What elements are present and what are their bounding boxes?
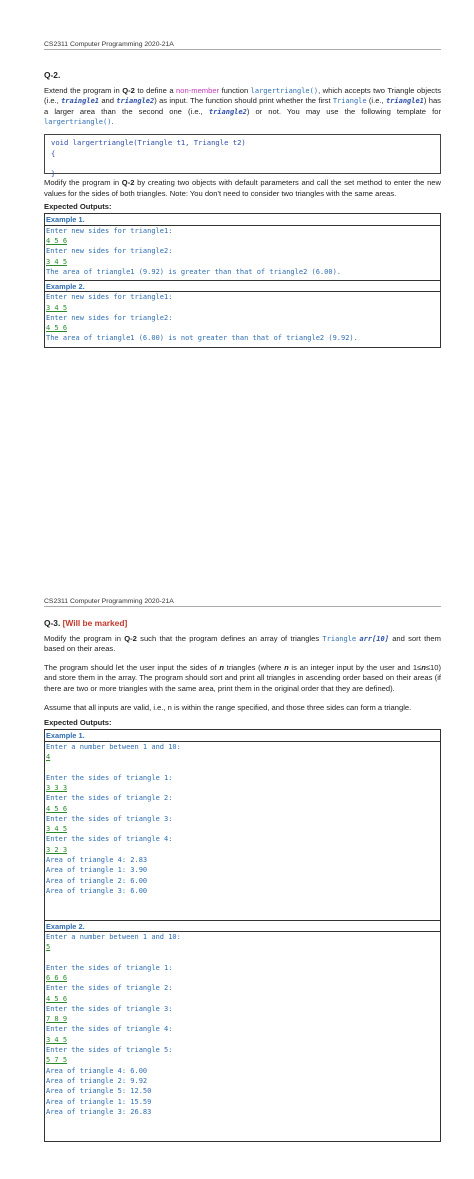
example-label: Example 1. [45, 214, 440, 226]
code-line: { [51, 149, 56, 159]
user-input-line: 3 4 5 [46, 303, 68, 312]
console-output-line [46, 952, 439, 962]
console-output-line [46, 762, 439, 772]
console-output-line: Area of triangle 5: 12.50 [46, 1087, 152, 1096]
example-output [45, 292, 440, 346]
user-input-line: 3 2 3 [46, 845, 68, 854]
user-input-line: 3 4 5 [46, 257, 68, 266]
example-output [45, 226, 440, 280]
console-output-line [46, 1127, 439, 1137]
page-2 [44, 597, 441, 1142]
user-input-line: 6 6 6 [46, 973, 68, 982]
console-output-line: Enter the sides of triangle 2: [46, 794, 173, 803]
user-input-line: 5 [46, 943, 51, 952]
question-instruction: Modify the program in Q-2 by creating two objects with default parameters and call the set method to enter the new values for the sides of both triangles. Note: You don't need to consider two triangles with the same areas. [44, 177, 441, 198]
console-output-line: Enter a number between 1 and 10: [46, 932, 181, 941]
console-output-line: Enter new sides for triangle2: [46, 313, 173, 322]
console-output-line [46, 907, 439, 917]
expected-outputs-box [44, 729, 441, 1142]
console-output-line: Enter the sides of triangle 2: [46, 984, 173, 993]
console-output-line: The area of triangle1 (6.00) is not greater than that of triangle2 (9.92). [46, 334, 358, 343]
console-output-line: Area of triangle 3: 6.00 [46, 886, 148, 895]
user-input-line: 4 5 6 [46, 324, 68, 333]
console-output-line [46, 1117, 439, 1127]
console-output-line: Area of triangle 2: 9.92 [46, 1076, 148, 1085]
user-input-line: 4 5 6 [46, 237, 68, 246]
user-input-line: 3 3 3 [46, 783, 68, 792]
user-input-line: 7 8 9 [46, 1015, 68, 1024]
page-header: CS2311 Computer Programming 2020-21A [44, 597, 441, 607]
console-output-line: Enter new sides for triangle2: [46, 247, 173, 256]
question-title: Q-3. [Will be marked] [44, 618, 128, 628]
console-output-line: Area of triangle 1: 15.59 [46, 1097, 152, 1106]
console-output-line: Enter new sides for triangle1: [46, 293, 173, 302]
expected-outputs-label: Expected Outputs: [44, 718, 112, 728]
user-input-line: 4 [46, 753, 51, 762]
console-output-line: Area of triangle 3: 26.83 [46, 1107, 152, 1116]
console-output-line: Enter new sides for triangle1: [46, 226, 173, 235]
console-output-line: The area of triangle1 (9.92) is greater than that of triangle2 (6.00). [46, 267, 342, 276]
user-input-line: 5 7 5 [46, 1056, 68, 1065]
user-input-line: 3 4 5 [46, 825, 68, 834]
console-output-line: Enter the sides of triangle 3: [46, 814, 173, 823]
user-input-line: 3 4 5 [46, 1035, 68, 1044]
question-requirements: The program should let the user input the sides of n triangles (where n is an integer input by the user and 1≤n≤10) and store them in the array. The program should sort and print all triangles in ascending order based on their areas (if there are two or more triangles with the same area, print them in the original order that they are defined). [44, 662, 442, 693]
console-output-line: Area of triangle 2: 6.00 [46, 876, 148, 885]
code-template [44, 134, 441, 178]
console-output-line: Area of triangle 4: 6.00 [46, 1066, 148, 1075]
console-output-line [46, 896, 439, 906]
user-input-line: 4 5 6 [46, 994, 68, 1003]
code-line: void largertriangle(Triangle t1, Triangle t2) [51, 137, 246, 147]
question-description: Modify the program in Q-2 such that the program defines an array of triangles Triangle arr[10] and sort them based on their areas. [44, 633, 441, 654]
example-label: Example 1. [45, 730, 440, 742]
page-header: CS2311 Computer Programming 2020-21A [44, 40, 441, 50]
console-output-line: Enter the sides of triangle 3: [46, 1004, 173, 1013]
question-assumption: Assume that all inputs are valid, i.e., n is within the range specified, and those three sides can form a triangle. [44, 702, 412, 712]
example-output [45, 932, 440, 1141]
console-output-line: Enter the sides of triangle 1: [46, 773, 173, 782]
question-description: Extend the program in Q-2 to define a non-member function largertriangle(), which accepts two Triangle objects (i.e., traingle1 and triangle2) as input. The function should print whether the first Triangle (i.e., triangle1) has a larger area than the second one (i.e., triangle2) or not. You may use the following template for largertriangle(). [44, 85, 441, 127]
console-output-line: Enter the sides of triangle 4: [46, 835, 173, 844]
console-output-line: Enter a number between 1 and 10: [46, 742, 181, 751]
expected-outputs-box [44, 213, 441, 348]
code-line: } [51, 168, 56, 178]
example-output [45, 742, 440, 920]
page-1 [44, 40, 441, 348]
expected-outputs-label: Expected Outputs: [44, 202, 112, 212]
code-line [51, 160, 434, 168]
console-output-line: Enter the sides of triangle 5: [46, 1046, 173, 1055]
console-output-line: Area of triangle 1: 3.90 [46, 866, 148, 875]
function-name: largertriangle() [250, 86, 319, 95]
example-label: Example 2. [45, 280, 440, 292]
example-label: Example 2. [45, 920, 440, 932]
console-output-line: Enter the sides of triangle 1: [46, 963, 173, 972]
console-output-line: Area of triangle 4: 2.83 [46, 856, 148, 865]
marked-badge: [Will be marked] [62, 618, 128, 628]
user-input-line: 4 5 6 [46, 804, 68, 813]
question-title: Q-2. [44, 70, 61, 80]
console-output-line: Enter the sides of triangle 4: [46, 1025, 173, 1034]
